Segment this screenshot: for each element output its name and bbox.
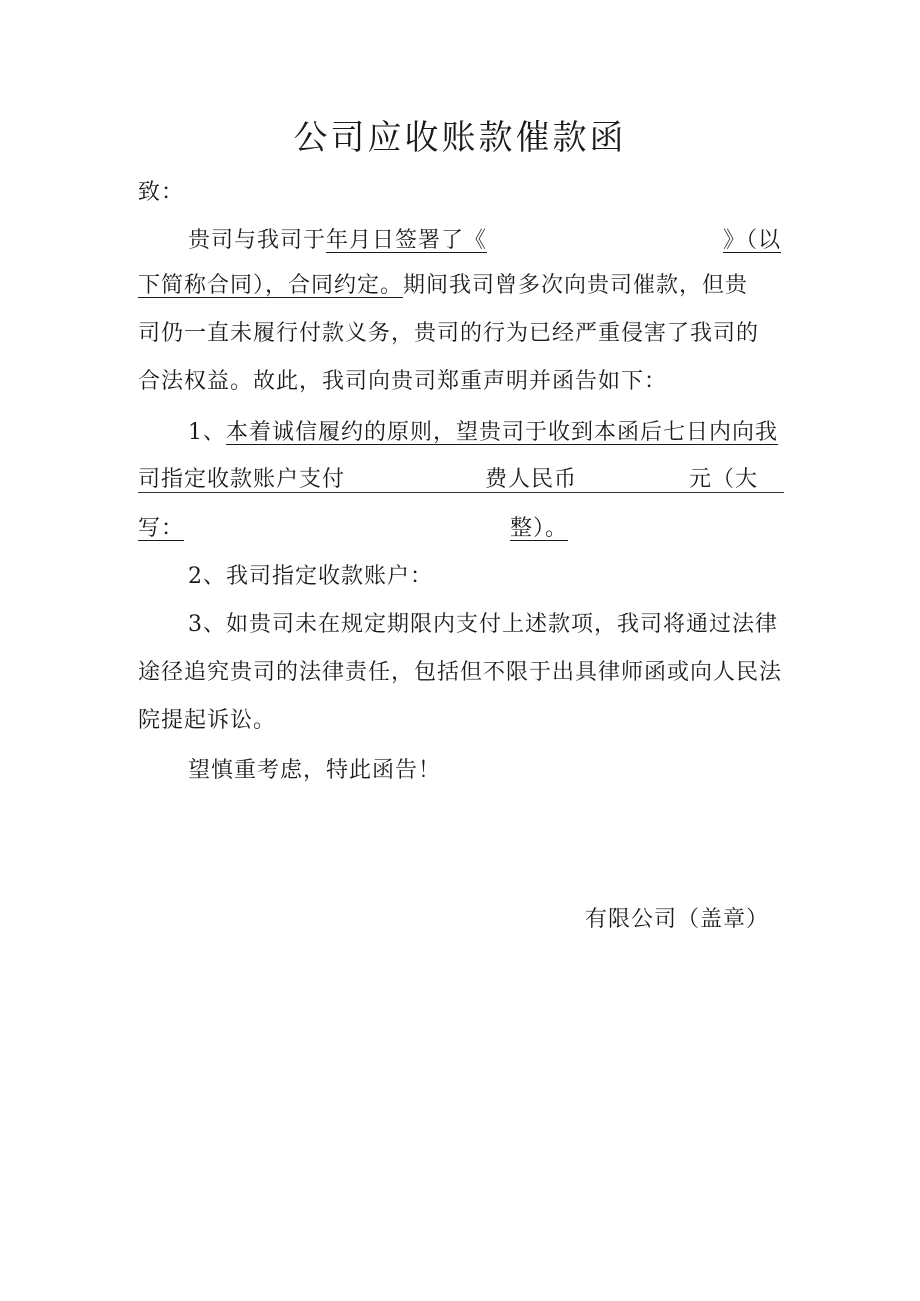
para1-line3: 司仍一直未履行付款义务，贵司的行为已经严重侵害了我司的	[138, 321, 760, 346]
item1-line2-underline	[138, 492, 784, 493]
para1-line2-b: 期间我司曾多次向贵司催款，但贵	[403, 273, 749, 298]
amount-blank	[577, 465, 689, 495]
item1-line1-text: 本着诚信履约的原则，望贵司于收到本函后七日内向我	[226, 420, 779, 445]
para1-line1	[188, 226, 781, 256]
item1-line2-b: 费人民币	[485, 467, 578, 492]
salutation: 致：	[138, 180, 185, 205]
item1-number: 1、	[188, 420, 226, 445]
item1-line3-a: 写：	[138, 516, 185, 541]
contract-name-blank	[487, 226, 723, 256]
closing-line: 望慎重考虑，特此函告！	[188, 758, 442, 783]
item1-line2	[138, 465, 758, 495]
para1-line4: 合法权益。故此，我司向贵司郑重声明并函告如下：	[138, 369, 668, 394]
para1-line1-c: 》（以	[723, 228, 782, 253]
letter-title: 公司应收账款催款函	[293, 118, 627, 158]
item1-line3	[138, 514, 568, 544]
item1-line1	[188, 418, 778, 448]
contract-date-blank	[326, 228, 781, 253]
item1-line3-b: 整）。	[510, 516, 569, 541]
payment-item-blank	[345, 465, 485, 495]
item3-line2: 途径追究贵司的法律责任，包括但不限于出具律师函或向人民法	[138, 660, 783, 685]
item1-line2-c: 元（大	[689, 467, 759, 492]
amount-in-words-blank	[138, 516, 568, 541]
signature-line: 有限公司（盖章）	[585, 907, 770, 932]
para1-line1-b: 年月日签署了《	[326, 228, 488, 253]
para1-line1-a: 贵司与我司于	[188, 228, 327, 253]
para1-line2	[138, 271, 748, 301]
item2-line: 2、我司指定收款账户：	[188, 564, 433, 589]
para1-line2-a: 下简称合同），合同约定。	[138, 273, 404, 298]
item1-line2-a: 司指定收款账户支付	[138, 467, 346, 492]
item3-line1: 3、如贵司未在规定期限内支付上述款项，我司将通过法律	[188, 612, 778, 637]
amount-words-gap	[184, 514, 510, 544]
item3-line3: 院提起诉讼。	[138, 708, 277, 733]
